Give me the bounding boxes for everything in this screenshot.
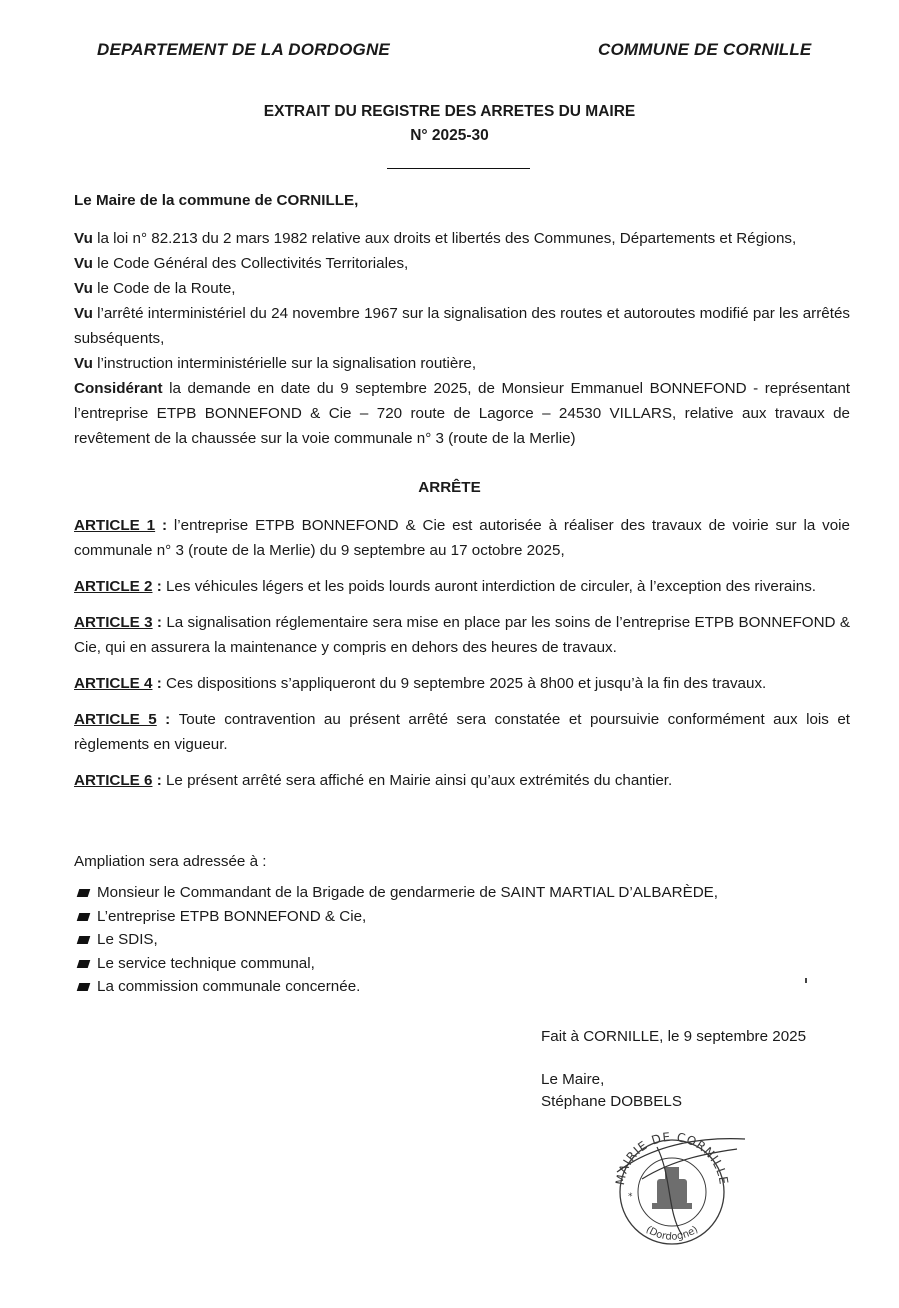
bullet-icon xyxy=(77,936,91,944)
decision-heading: ARRÊTE xyxy=(418,479,481,496)
bullet-icon xyxy=(77,983,91,991)
article-label: ARTICLE 6 xyxy=(74,772,153,789)
consideration-text: la loi n° 82.213 du 2 mars 1982 relative aux droits et libertés des Communes, Départements et Régions, xyxy=(92,230,797,247)
recipient-list xyxy=(76,881,718,999)
consideration-item xyxy=(74,276,850,301)
title-line-1: EXTRAIT DU REGISTRE DES ARRETES DU MAIRE xyxy=(263,103,636,120)
article xyxy=(74,610,850,660)
bullet-icon xyxy=(77,889,91,897)
list-item xyxy=(76,881,718,905)
article-separator: : xyxy=(152,675,166,692)
article-text: Les véhicules légers et les poids lourds auront interdiction de circuler, à l’exception des riverains. xyxy=(165,578,817,595)
consideration-keyword: Vu xyxy=(74,230,93,247)
consideration-item xyxy=(74,226,850,251)
mayor-seal-stamp xyxy=(597,1117,747,1247)
article-separator: : xyxy=(156,711,179,728)
ampliation-heading: Ampliation sera adressée à : xyxy=(74,853,267,870)
signatory xyxy=(541,1069,682,1113)
article xyxy=(74,768,850,793)
consideration-keyword: Vu xyxy=(74,280,93,297)
article-label: ARTICLE 2 xyxy=(74,578,153,595)
stamp-top-text: MAIRIE DE CORNILLE xyxy=(612,1129,731,1187)
bullet-icon xyxy=(77,913,91,921)
consideration-item xyxy=(74,251,850,276)
consideration-text: l’arrêté interministériel du 24 novembre 1967 sur la signalisation des routes et autoroutes modifié par les arrêtés subséquents, xyxy=(74,305,850,347)
considerations xyxy=(74,226,850,451)
article xyxy=(74,574,850,599)
article-text: Ces dispositions s’appliqueront du 9 septembre 2025 à 8h00 et jusqu’à la fin des travaux. xyxy=(165,675,767,692)
consideration-text: l’instruction interministérielle sur la signalisation routière, xyxy=(92,355,477,372)
title-underline xyxy=(387,168,530,169)
article-label: ARTICLE 4 xyxy=(74,675,153,692)
list-item xyxy=(76,952,718,976)
list-item xyxy=(76,928,718,952)
article-text: l’entreprise ETPB BONNEFOND & Cie est autorisée à réaliser des travaux de voirie sur la voie communale n° 3 (route de la Merlie) du 9 septembre au 17 octobre 2025, xyxy=(74,517,851,559)
department-header: DEPARTEMENT DE LA DORDOGNE xyxy=(97,40,390,59)
articles xyxy=(74,513,850,804)
article-separator: : xyxy=(152,578,166,595)
recipient-text: Le SDIS, xyxy=(97,931,158,948)
consideration-text: le Code Général des Collectivités Territoriales, xyxy=(92,255,409,272)
article-text: La signalisation réglementaire sera mise en place par les soins de l’entreprise ETPB BONNEFOND & Cie, qui en assurera la maintenance y compris en dehors des heures de travaux. xyxy=(74,614,850,656)
article xyxy=(74,671,850,696)
article-label: ARTICLE 1 xyxy=(74,517,156,534)
document-title xyxy=(0,100,899,148)
consideration-keyword: Considérant xyxy=(74,380,163,397)
mayor-intro: Le Maire de la commune de CORNILLE, xyxy=(74,192,359,209)
recipient-text: Monsieur le Commandant de la Brigade de gendarmerie de SAINT MARTIAL D’ALBARÈDE, xyxy=(97,884,719,901)
consideration-keyword: Vu xyxy=(74,305,93,322)
consideration-item xyxy=(74,351,850,376)
list-item xyxy=(76,975,718,999)
article-text: Toute contravention au présent arrêté sera constatée et poursuivie conformément aux lois et règlements en vigueur. xyxy=(74,711,850,753)
article-separator: : xyxy=(152,614,167,631)
svg-text:*: * xyxy=(628,1192,633,1202)
commune-header: COMMUNE DE CORNILLE xyxy=(598,40,812,59)
consideration-text: la demande en date du 9 septembre 2025, de Monsieur Emmanuel BONNEFOND - représentant l’entreprise ETPB BONNEFOND & Cie – 720 route de Lagorce – 24530 VILLARS, relative aux travaux de revêtement de la chaussée sur la voie communale n° 3 (route de la Merlie) xyxy=(74,380,850,447)
article-separator: : xyxy=(152,772,166,789)
scan-speck xyxy=(805,978,807,983)
signatory-name: Stéphane DOBBELS xyxy=(541,1093,682,1110)
signatory-role: Le Maire, xyxy=(541,1071,605,1088)
article-separator: : xyxy=(155,517,174,534)
list-item xyxy=(76,905,718,929)
article-text: Le présent arrêté sera affiché en Mairie ainsi qu’aux extrémités du chantier. xyxy=(165,772,673,789)
article-label: ARTICLE 3 xyxy=(74,614,153,631)
recipient-text: L’entreprise ETPB BONNEFOND & Cie, xyxy=(97,907,367,925)
article xyxy=(74,707,850,757)
consideration-text: le Code de la Route, xyxy=(92,280,236,297)
recipient-text: Le service technique communal, xyxy=(97,954,315,972)
stamp-bottom-text: (Dordogne) xyxy=(643,1224,701,1243)
recipient-text: La commission communale concernée. xyxy=(97,978,361,995)
stamp-emblem-icon xyxy=(652,1167,692,1209)
bullet-icon xyxy=(77,960,91,968)
article xyxy=(74,513,850,563)
decree-number: N° 2025-30 xyxy=(410,127,489,144)
consideration-keyword: Vu xyxy=(74,255,93,272)
consideration-item xyxy=(74,376,850,451)
consideration-item xyxy=(74,301,850,351)
place-and-date: Fait à CORNILLE, le 9 septembre 2025 xyxy=(541,1028,807,1045)
consideration-keyword: Vu xyxy=(74,355,93,372)
article-label: ARTICLE 5 xyxy=(74,711,157,728)
